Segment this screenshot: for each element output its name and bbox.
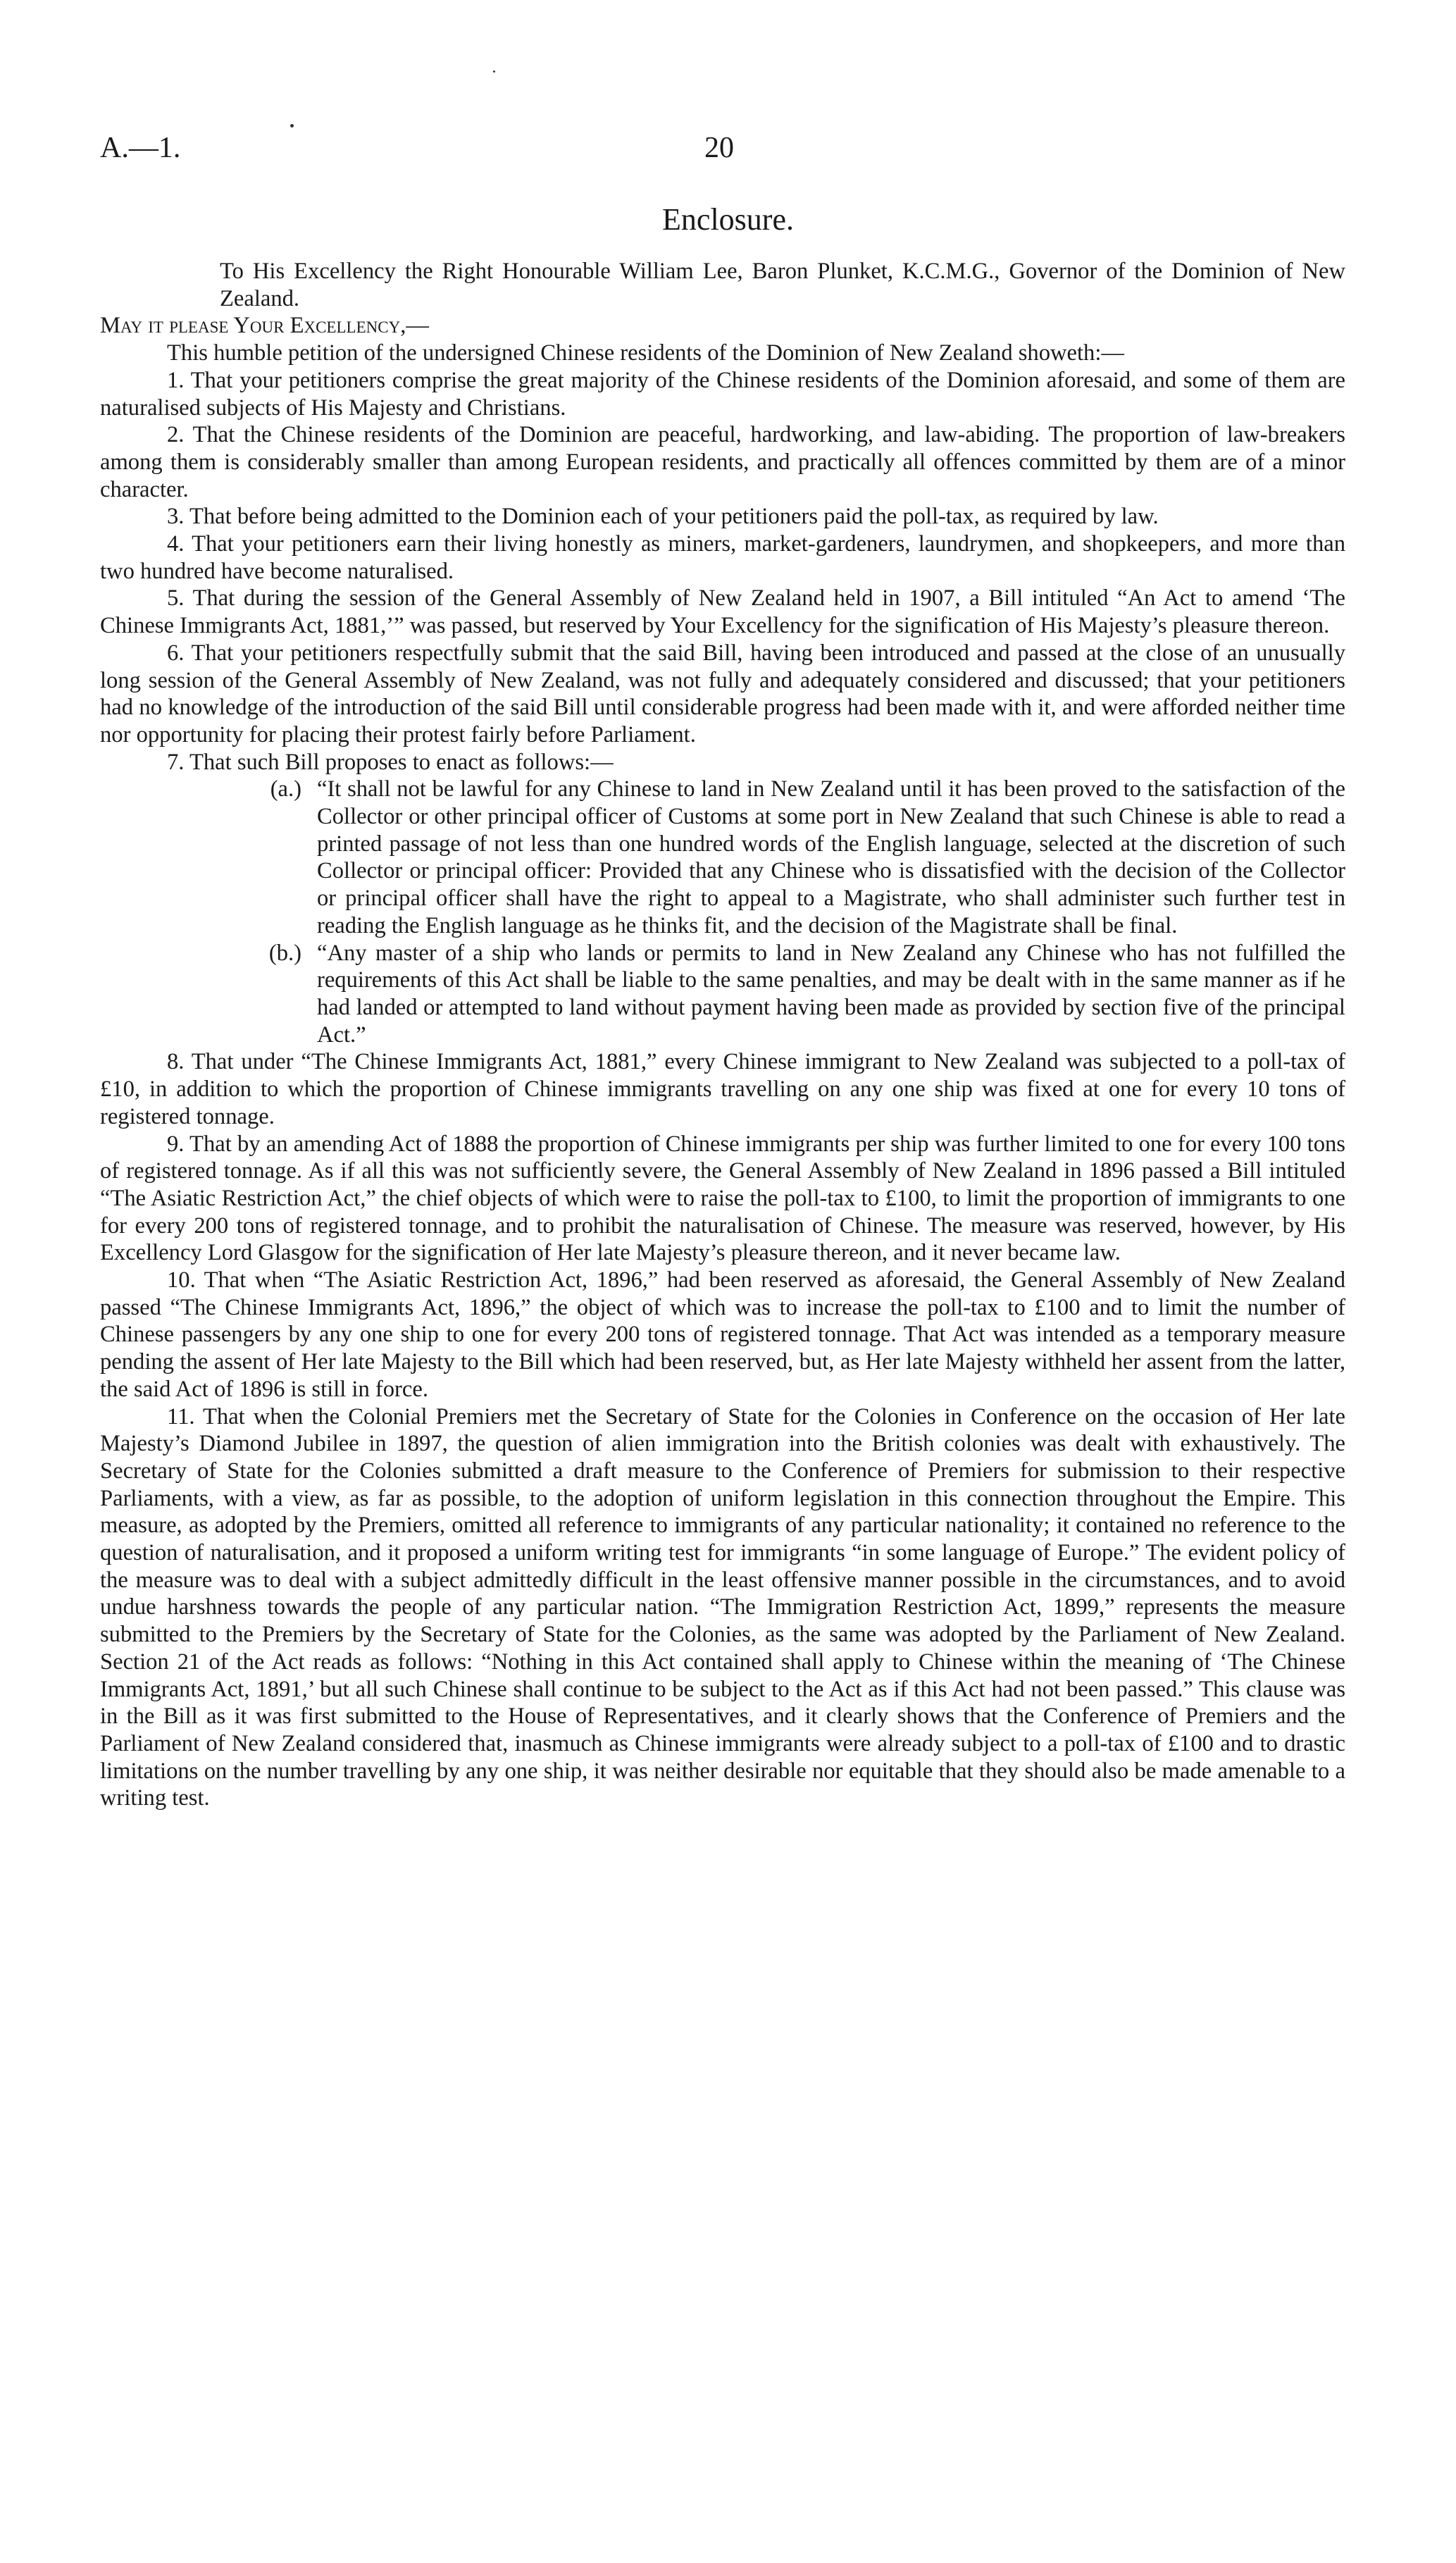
paragraph-9: 9. That by an amending Act of 1888 the proportion of Chinese immigrants per ship was further limited to one for every 100 tons of registered tonnage. As if all this was not sufficiently severe, the General Assembly of New Zealand in 1896 passed a Bill intituled “The Asiatic Restriction Act,” the chief objects of which were to raise the poll-tax to £100, to limit the proportion of immigrants to one for every 200 tons of registered tonnage, and to prohibit the naturalisation of Chinese. The measure was reserved, however, by His Excellency Lord Glasgow for the signification of Her late Majesty’s pleasure thereon, and it never became law. bbox=[100, 1131, 1345, 1266]
salutation: May it please Your Excellency,— bbox=[100, 313, 429, 339]
paragraph-4: 4. That your petitioners earn their living honestly as miners, market-gardeners, laundrymen, and shopkeepers, and more than two hundred have become naturalised. bbox=[100, 531, 1345, 584]
clause-text: “It shall not be lawful for any Chinese to land in New Zealand until it has been proved to the satisfaction of the Collector or other principal officer of Customs at some port in New Zealand that such Chinese is able to read a printed passage of not less than one hundred words of the English language, selected at the discretion of such Collector or principal officer: Provided that any Chinese who is dissatisfied with the decision of the Collector or principal officer shall have the right to appeal to a Magistrate, who shall administer such further test in reading the English language as he thinks fit, and the decision of the Magistrate shall be final. bbox=[317, 776, 1345, 938]
paragraph-10: 10. That when “The Asiatic Restriction Act, 1896,” had been reserved as aforesaid, the General Assembly of New Zealand passed “The Chinese Immigrants Act, 1896,” the object of which was to increase the poll-tax to £100 and to limit the number of Chinese passengers by any one ship to one for every 200 tons of registered tonnage. That Act was intended as a temporary measure pending the assent of Her late Majesty to the Bill which had been reserved, but, as Her late Majesty withheld her assent from the latter, the said Act of 1896 is still in force. bbox=[100, 1267, 1345, 1402]
petition-body bbox=[100, 258, 1345, 1812]
clause-label: (a.) bbox=[270, 776, 301, 802]
paragraph-7: 7. That such Bill proposes to enact as follows:— bbox=[167, 749, 614, 775]
page-number: 20 bbox=[704, 132, 734, 164]
paragraph-1: 1. That your petitioners comprise the great majority of the Chinese residents of the Dominion aforesaid, and some of them are naturalised subjects of His Majesty and Christians. bbox=[100, 367, 1345, 421]
print-speck bbox=[493, 70, 495, 73]
address-line: To His Excellency the Right Honourable William Lee, Baron Plunket, K.C.M.G., Governor of the Dominion of New Zealand. bbox=[220, 259, 1345, 311]
print-speck bbox=[290, 124, 294, 128]
clause-label: (b.) bbox=[268, 940, 301, 966]
paragraph-intro: This humble petition of the undersigned Chinese residents of the Dominion of New Zealand showeth:— bbox=[167, 340, 1124, 366]
document-reference: A.—1. bbox=[100, 132, 181, 164]
section-heading: Enclosure. bbox=[662, 202, 794, 237]
paragraph-8: 8. That under “The Chinese Immigrants Act, 1881,” every Chinese immigrant to New Zealand was subjected to a poll-tax of £10, in addition to which the proportion of Chinese immigrants travelling on any one ship was fixed at one for every 10 tons of registered tonnage. bbox=[100, 1049, 1345, 1129]
bill-clauses bbox=[100, 776, 1345, 1048]
paragraph-3: 3. That before being admitted to the Dominion each of your petitioners paid the poll-tax, as required by law. bbox=[167, 504, 1159, 530]
paragraph-6: 6. That your petitioners respectfully submit that the said Bill, having been introduced and passed at the close of an unusually long session of the General Assembly of New Zealand, was not fully and adequately considered and discussed; that your petitioners had no knowledge of the introduction of the said Bill until considerable progress had been made with it, and were afforded neither time nor opportunity for placing their protest fairly before Parliament. bbox=[100, 640, 1345, 747]
clause-text: “Any master of a ship who lands or permits to land in New Zealand any Chinese who has not fulfilled the requirements of this Act shall be liable to the same penalties, and may be dealt with in the same manner as if he had landed or attempted to land without payment having been made as provided by section five of the principal Act.” bbox=[317, 940, 1345, 1048]
clause-a bbox=[192, 776, 1345, 939]
clause-b bbox=[192, 940, 1345, 1049]
paragraph-11: 11. That when the Colonial Premiers met the Secretary of State for the Colonies in Conference on the occasion of Her late Majesty’s Diamond Jubilee in 1897, the question of alien immigration into the British colonies was dealt with exhaustively. The Secretary of State for the Colonies submitted a draft measure to the Conference of Premiers for submission to their respective Parliaments, with a view, as far as possible, to the adoption of uniform legislation in this connection throughout the Empire. This measure, as adopted by the Premiers, omitted all reference to immigrants of any particular nationality; it contained no reference to the question of naturalisation, and it proposed a uniform writing test for immigrants “in some language of Europe.” The evident policy of the measure was to deal with a subject admittedly difficult in the least offensive manner possible in the circumstances, and to avoid undue harshness towards the people of any particular nation. “The Immigration Restriction Act, 1899,” represents the measure submitted to the Premiers by the Secretary of State for the Colonies, as the same was adopted by the Parliament of New Zealand. Section 21 of the Act reads as follows: “Nothing in this Act contained shall apply to Chinese within the meaning of ‘The Chinese Immigrants Act, 1891,’ but all such Chinese shall continue to be subject to the Act as if this Act had not been passed.” This clause was in the Bill as it was first submitted to the House of Representatives, and it clearly shows that the Conference of Premiers and the Parliament of New Zealand considered that, inasmuch as Chinese immigrants were already subject to a poll-tax of £100 and to drastic limitations on the number travelling by any one ship, it was neither desirable nor equitable that they should also be made amenable to a writing test. bbox=[100, 1403, 1345, 1811]
paragraph-2: 2. That the Chinese residents of the Dominion are peaceful, hardworking, and law-abiding. The proportion of law-breakers among them is considerably smaller than among European residents, and practically all offences committed by them are of a minor character. bbox=[100, 422, 1345, 502]
paragraph-5: 5. That during the session of the General Assembly of New Zealand held in 1907, a Bill intituled “An Act to amend ‘The Chinese Immigrants Act, 1881,’” was passed, but reserved by Your Excellency for the signification of His Majesty’s pleasure thereon. bbox=[100, 585, 1345, 639]
